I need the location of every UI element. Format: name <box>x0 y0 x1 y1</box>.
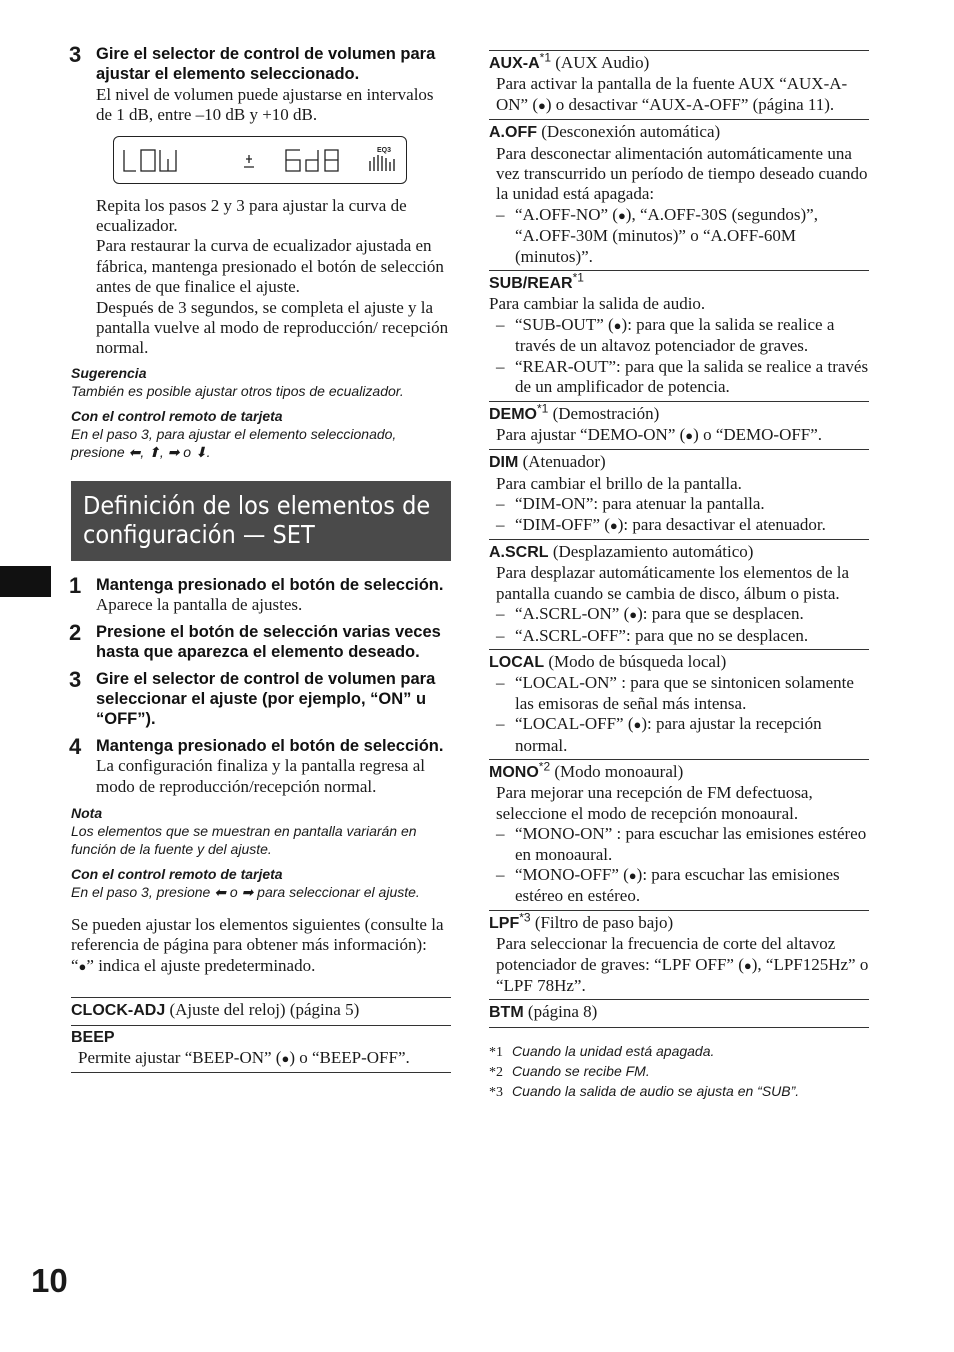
remote-tip-title: Con el control remoto de tarjeta <box>71 407 283 424</box>
entry-body <box>489 474 869 536</box>
step-heading: Gire el selector de control de volumen para seleccionar el ajuste (por ejemplo, “ON” u “OFF”). <box>96 669 436 729</box>
remote-note-body <box>71 883 451 901</box>
separator: , <box>159 443 164 460</box>
nota-body: Los elementos que se muestran en pantalla variarán en función de la fuente y del ajuste. <box>71 822 417 857</box>
option-text: “LOCAL-OFF” ( <box>515 714 634 734</box>
entry-desc: (Filtro de paso bajo) <box>534 912 674 932</box>
footnote-ref: *1 <box>537 400 549 415</box>
step-2 <box>69 619 451 663</box>
entry-label: LOCAL <box>489 653 545 671</box>
footnote-ref: *1 <box>539 50 552 65</box>
entry-desc: (Ajuste del reloj) (página 5) <box>169 1000 360 1020</box>
option-text-2: ): para escuchar las emisiones estéreo en estéreo. <box>515 865 840 906</box>
entry-label: AUX-A <box>489 55 540 72</box>
default-dot-icon: ● <box>281 1050 290 1066</box>
entry-clock-adj <box>71 997 451 1024</box>
entry-body <box>489 74 869 116</box>
option-text: “LOCAL-ON” : para que se sintonicen solamente las emisoras de señal más intensa. <box>515 673 854 713</box>
step-number: 2 <box>69 619 82 645</box>
steps-list <box>69 572 451 797</box>
body-text: Para mejorar una recepción de FM defectuosa, seleccione el modo de recepción monoaural. <box>496 783 813 823</box>
arrow-up-icon: ⬆ <box>148 443 160 460</box>
footnote-1 <box>489 1042 869 1062</box>
default-dot-icon: ● <box>609 517 618 533</box>
option-item: – “REAR-OUT”: para que la salida se realice a través de un amplificador de potencia. <box>496 356 869 397</box>
arrow-left-icon: ⬅ <box>128 443 141 460</box>
entry-aux-a <box>489 50 869 119</box>
entry-body <box>489 934 869 996</box>
body-text: Permite ajustar “BEEP-ON” ( <box>78 1047 282 1067</box>
body-text-2: ) o desactivar “AUX-A-OFF” (página 11). <box>545 94 835 114</box>
entry-btm <box>489 999 869 1027</box>
option-text-2: ), “A.OFF-30S (segundos)”, “A.OFF-30M (minutos)” o “A.OFF-60M (minutos)”. <box>515 204 818 266</box>
separator: o <box>183 443 192 460</box>
default-legend <box>71 956 451 977</box>
default-dot-icon: ● <box>617 207 626 223</box>
quote-open: “ <box>71 955 79 975</box>
separator: o <box>229 883 238 900</box>
option-text-2: ): para ajustar la recepción normal. <box>515 714 822 755</box>
body-text-2: ) o “DEMO-OFF”. <box>693 424 823 444</box>
option-text-2: ): para que la salida se realice a través de un altavoz potenciador de graves. <box>515 314 835 356</box>
body-text: Para desconectar alimentación automáticamente una vez transcurrido un período de tiempo deseado cuando la unidad está apagada: <box>496 143 868 204</box>
body-text: Para cambiar la salida de audio. <box>489 294 706 314</box>
default-dot-icon: ● <box>628 868 637 884</box>
option-text: “DIM-OFF” ( <box>515 514 610 534</box>
step-3-volume <box>71 44 451 359</box>
option-item: – “MONO-OFF” (●): para escuchar las emisiones estéreo en estéreo. <box>496 865 840 906</box>
default-dot-icon: ● <box>538 97 546 113</box>
entry-desc: (Desplazamiento automático) <box>552 541 754 561</box>
entry-desc: (página 8) <box>527 1002 598 1022</box>
option-text: “MONO-OFF” ( <box>515 865 629 885</box>
nota-title: Nota <box>71 804 103 821</box>
arrow-down-icon: ⬇ <box>194 443 207 460</box>
step-body: Aparece la pantalla de ajustes. <box>96 595 303 615</box>
step-note-1: Repita los pasos 2 y 3 para ajustar la curva de ecualizador. <box>96 195 407 236</box>
remote-tip-text: En el paso 3, para ajustar el elemento seleccionado, presione <box>71 425 397 460</box>
entry-label: A.SCRL <box>489 543 549 561</box>
step-number: 3 <box>69 666 82 692</box>
period: . <box>206 443 211 460</box>
step-heading: Mantenga presionado el botón de selección. <box>96 736 444 755</box>
option-item: – “SUB-OUT” (●): para que la salida se realice a través de un altavoz potenciador de graves. <box>496 314 835 356</box>
option-item: – “LOCAL-OFF” (●): para ajustar la recepción normal. <box>496 714 822 755</box>
remote-tip-body <box>71 425 451 461</box>
default-dot-icon: ● <box>78 958 87 974</box>
footnote-3 <box>489 1082 869 1102</box>
default-dot-icon: ● <box>685 427 694 443</box>
option-item: – “DIM-OFF” (●): para desactivar el atenuador. <box>496 514 826 534</box>
step-note-2: Para restaurar la curva de ecualizador ajustada en fábrica, mantenga presionado el botón de selección antes de que finalice el ajuste. <box>96 236 444 297</box>
step-number: 4 <box>69 733 82 759</box>
footnote-mark: *2 <box>489 1064 503 1080</box>
footnotes <box>489 1042 869 1102</box>
entry-desc: (Atenuador) <box>522 452 606 472</box>
option-item: – “A.OFF-NO” (●), “A.OFF-30S (segundos)”, “A.OFF-30M (minutos)” o “A.OFF-60M (minutos)”. <box>496 204 818 266</box>
entry-body <box>489 563 869 646</box>
step-1 <box>69 572 451 616</box>
page-number: 10 <box>31 1262 68 1299</box>
option-item: – “MONO-ON” : para escuchar las emisiones estéreo en monoaural. <box>496 824 867 864</box>
default-dot-icon: ● <box>629 607 638 623</box>
eq-badge: EQ3 <box>377 146 392 154</box>
entry-body <box>489 783 869 906</box>
arrow-left-icon: ⬅ <box>214 883 226 900</box>
arrow-right-icon: ➡ <box>167 443 180 460</box>
left-column <box>71 44 451 1073</box>
footnote-text: Cuando la salida de audio se ajusta en “SUB”. <box>512 1082 800 1099</box>
entry-local <box>489 649 869 759</box>
step-4 <box>69 733 451 797</box>
intro-text <box>71 915 451 977</box>
footnote-ref: *2 <box>538 759 551 774</box>
step-body: El nivel de volumen puede ajustarse en intervalos de 1 dB, entre –10 dB y +10 dB. <box>96 84 434 125</box>
body-text: Para ajustar “DEMO-ON” ( <box>496 424 686 444</box>
settings-list-left <box>71 997 451 1073</box>
entry-label: LPF <box>489 914 520 932</box>
intro-paragraph: Se pueden ajustar los elementos siguientes (consulte la referencia de página para obtener más información): <box>71 914 444 955</box>
option-text: “DIM-ON”: para atenuar la pantalla. <box>515 494 765 514</box>
body-text: Para desplazar automáticamente los elementos de la pantalla cuando se cambia de disco, álbum o pista. <box>496 563 850 603</box>
remote-note-text: En el paso 3, presione <box>71 883 211 900</box>
entry-desc: (Modo de búsqueda local) <box>548 651 727 671</box>
entry-dim <box>489 449 869 539</box>
remote-note-title: Con el control remoto de tarjeta <box>71 865 283 882</box>
right-column <box>489 50 869 1102</box>
body-text: Para seleccionar la frecuencia de corte del altavoz potenciador de graves: “LPF OFF” ( <box>496 934 836 974</box>
option-item: – “A.SCRL-OFF”: para que no se desplacen. <box>496 625 809 645</box>
separator: , <box>140 443 145 460</box>
body-text: Para cambiar el brillo de la pantalla. <box>496 473 742 493</box>
lcd-display-illustration <box>113 136 407 184</box>
tip-body: También es posible ajustar otros tipos de ecualizador. <box>71 382 404 399</box>
option-text-2: ): para desactivar el atenuador. <box>617 514 826 534</box>
option-text-2: ): para que se desplacen. <box>637 604 804 624</box>
legend-text: ” indica el ajuste predeterminado. <box>86 955 316 975</box>
tip-title: Sugerencia <box>71 364 147 381</box>
section-tab-marker <box>0 566 51 597</box>
entry-label: SUB/REAR <box>489 275 573 293</box>
option-text: “A.SCRL-OFF”: para que no se desplacen. <box>515 625 809 645</box>
entry-demo <box>489 401 869 450</box>
option-text: “REAR-OUT”: para que la salida se realice a través de un amplificador de potencia. <box>515 356 869 397</box>
default-dot-icon: ● <box>743 957 752 973</box>
option-text: “A.SCRL-ON” ( <box>515 604 630 624</box>
entry-label: DIM <box>489 454 519 472</box>
step-heading: Gire el selector de control de volumen para ajustar el elemento seleccionado. <box>96 45 436 84</box>
entry-label: A.OFF <box>489 124 537 142</box>
entry-mono <box>489 759 869 910</box>
option-text: “A.OFF-NO” ( <box>515 204 618 224</box>
entry-label: MONO <box>489 764 539 781</box>
entry-label: CLOCK-ADJ <box>71 1002 166 1020</box>
settings-list-right <box>489 50 869 1028</box>
step-number: 3 <box>69 42 82 67</box>
footnote-text: Cuando la unidad está apagada. <box>512 1042 715 1059</box>
option-text: “SUB-OUT” ( <box>515 314 614 334</box>
body-text-2: ) o “BEEP-OFF”. <box>289 1047 410 1067</box>
entry-desc: (Desconexión automática) <box>541 122 721 142</box>
entry-a-scrl <box>489 539 869 649</box>
footnote-mark: *3 <box>489 1084 503 1100</box>
entry-lpf <box>489 910 869 1000</box>
entry-label: DEMO <box>489 405 537 423</box>
entry-desc: (Demostración) <box>552 403 660 423</box>
footnote-2 <box>489 1062 869 1082</box>
entry-a-off <box>489 119 869 270</box>
option-item: – “A.SCRL-ON” (●): para que se desplacen. <box>496 604 804 624</box>
option-item: – “LOCAL-ON” : para que se sintonicen solamente las emisoras de señal más intensa. <box>496 673 854 713</box>
entry-desc: (AUX Audio) <box>555 53 650 72</box>
step-note-3: Después de 3 segundos, se completa el ajuste y la pantalla vuelve al modo de reproducción/ recepción normal. <box>96 297 449 358</box>
lcd-segment-graphic <box>114 137 406 183</box>
step-number: 1 <box>69 572 82 598</box>
option-text: “MONO-ON” : para escuchar las emisiones estéreo en monoaural. <box>515 824 867 864</box>
body-text: Para activar la pantalla de la fuente AUX “AUX-A-ON” ( <box>496 74 848 114</box>
step-heading: Mantenga presionado el botón de selección. <box>96 575 444 594</box>
footnote-text: Cuando se recibe FM. <box>512 1062 650 1079</box>
step-body: La configuración finaliza y la pantalla regresa al modo de reproducción/recepción normal. <box>96 756 425 796</box>
footnote-ref: *3 <box>519 910 531 925</box>
entry-body <box>489 294 869 397</box>
entry-body <box>489 144 869 267</box>
remote-note-text-2: para seleccionar el ajuste. <box>257 883 420 900</box>
default-dot-icon: ● <box>633 717 642 733</box>
body-text-2: ), “LPF125Hz” o “LPF 78Hz”. <box>496 954 869 996</box>
entry-label: BTM <box>489 1004 524 1022</box>
footnote-ref: *1 <box>572 270 584 285</box>
step-3 <box>69 666 451 730</box>
option-item: – “DIM-ON”: para atenuar la pantalla. <box>496 494 765 514</box>
entry-body <box>489 673 869 756</box>
entry-label: BEEP <box>71 1028 115 1046</box>
entry-body <box>71 1048 451 1069</box>
entry-beep <box>71 1025 451 1074</box>
entry-body <box>489 425 869 446</box>
default-dot-icon: ● <box>613 317 622 333</box>
entry-desc: (Modo monoaural) <box>554 762 684 781</box>
entry-sub-rear <box>489 270 869 400</box>
arrow-right-icon: ➡ <box>241 883 254 900</box>
section-banner: Definición de los elementos de configuración — SET <box>71 481 451 561</box>
step-heading: Presione el botón de selección varias veces hasta que aparezca el elemento deseado. <box>96 622 441 662</box>
footnote-mark: *1 <box>489 1044 503 1060</box>
